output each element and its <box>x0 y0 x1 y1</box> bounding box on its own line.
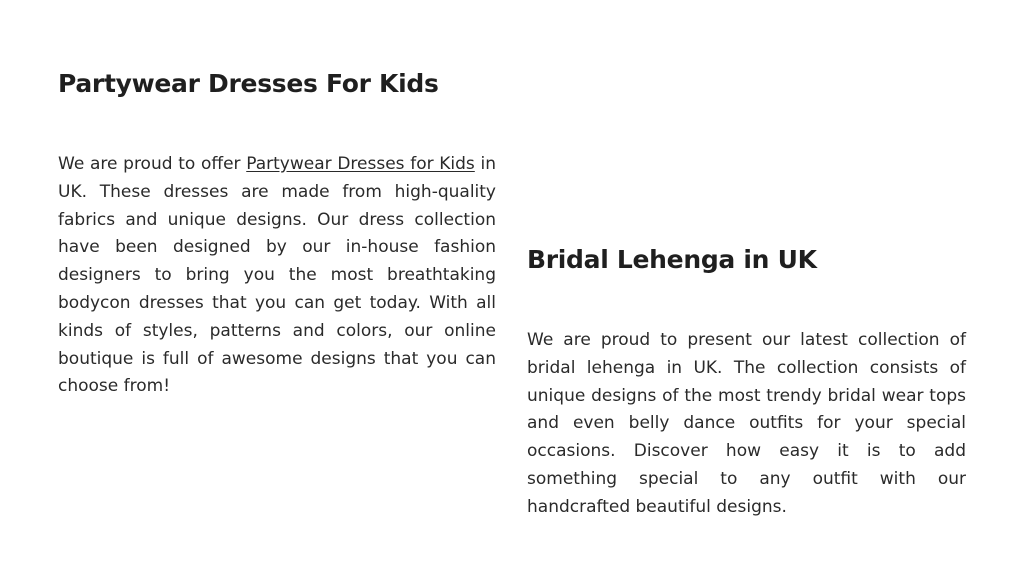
bridal-paragraph: We are proud to present our latest collection of bridal lehenga in UK. The collection consists of unique designs of the most trendy bridal wear tops and even belly dance outfits for your special occasions. Discover how easy it is to add something special to any outfit with our handcrafted beautiful designs. <box>527 330 966 517</box>
partywear-section <box>58 66 496 401</box>
partywear-dresses-link[interactable]: Partywear Dresses for Kids <box>246 154 475 174</box>
partywear-text-intro: We are proud to offer <box>58 154 247 174</box>
partywear-paragraph <box>58 151 496 401</box>
bridal-section <box>527 242 966 522</box>
partywear-heading: Partywear Dresses For Kids <box>58 69 439 98</box>
partywear-text-body: in UK. These dresses are made from high-quality fabrics and unique designs. Our dress collection have been designed by our in-house fashion designers to bring you the most breathtaking bodycon dresses that you can get today. With all kinds of styles, patterns and colors, our online boutique is full of awesome designs that you can choose from! <box>58 154 496 397</box>
bridal-heading: Bridal Lehenga in UK <box>527 245 817 274</box>
